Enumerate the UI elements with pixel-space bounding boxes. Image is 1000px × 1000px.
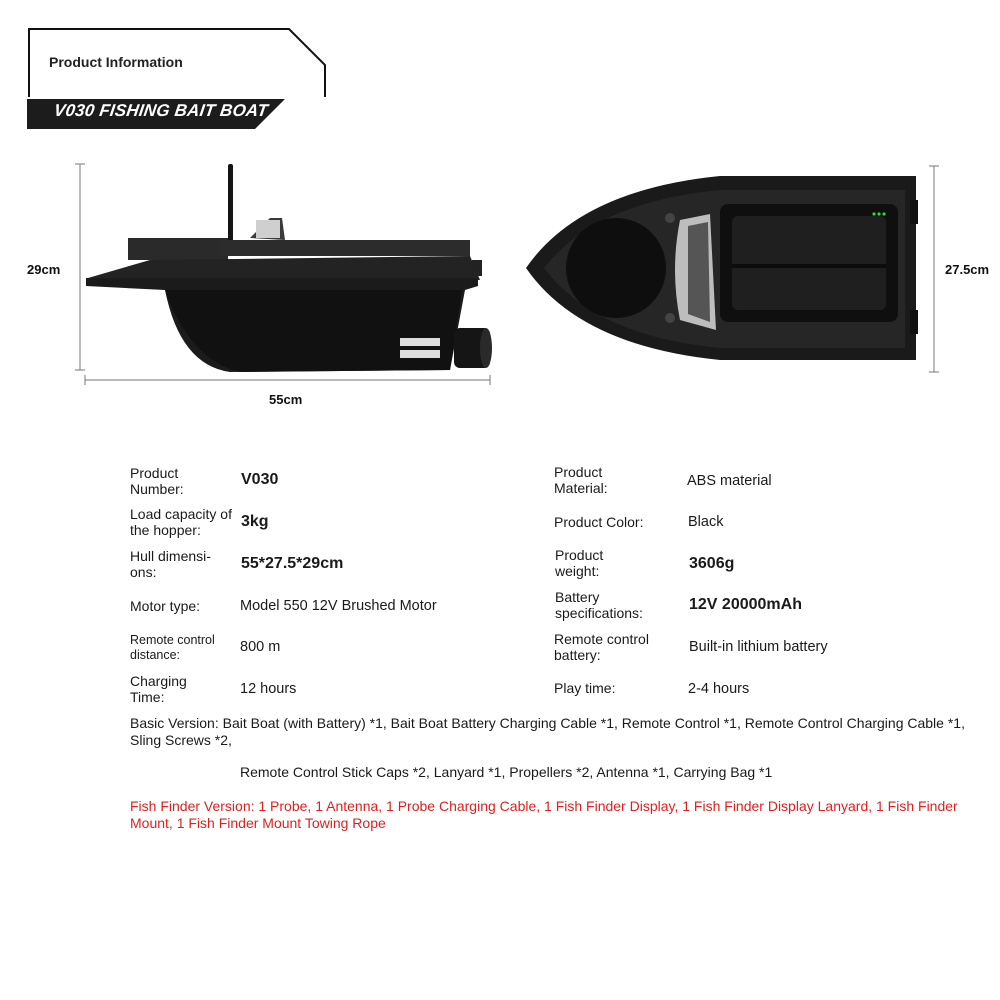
spec-label-charging-time: Charging Time: (130, 673, 187, 705)
basic-version-text-continued: Remote Control Stick Caps *2, Lanyard *1, Propellers *2, Antenna *1, Carrying Bag *1 (240, 764, 773, 780)
boat-side-view-image (70, 160, 500, 400)
side-height-label: 29cm (27, 262, 61, 277)
boat-top-view-image (520, 160, 950, 380)
spec-value-load-capacity: 3kg (241, 513, 269, 530)
side-length-label: 55cm (269, 392, 303, 407)
spec-value-remote-battery: Built-in lithium battery (689, 639, 828, 655)
spec-value-product-number: V030 (241, 471, 279, 488)
spec-value-charging-time: 12 hours (240, 681, 297, 697)
spec-label-battery: Battery specifications: (555, 589, 643, 621)
spec-label-remote-distance: Remote control distance: (130, 633, 215, 662)
spec-label-motor-type: Motor type: (130, 598, 201, 614)
basic-version-text: Basic Version: Bait Boat (with Battery) *1, Bait Boat Battery Charging Cable *1, Remote Control *1, Remote Control Charging Cable *1, Sling Screws *2, (130, 715, 965, 748)
spec-value-color: Black (688, 514, 724, 530)
spec-value-weight: 3606g (689, 555, 735, 572)
spec-label-color: Product Color: (554, 514, 644, 530)
spec-label-play-time: Play time: (554, 680, 616, 696)
spec-value-play-time: 2-4 hours (688, 681, 750, 697)
top-width-label: 27.5cm (945, 262, 990, 277)
fish-finder-version-text: Fish Finder Version: 1 Probe, 1 Antenna, 1 Probe Charging Cable, 1 Fish Finder Display, 1 Fish Finder Display Lanyard, 1 Fish Finder Mount, 1 Fish Finder Mount Towing Rope (130, 798, 958, 831)
spec-label-product-number: Product Number: (130, 465, 184, 497)
spec-value-motor-type: Model 550 12V Brushed Motor (240, 598, 437, 614)
spec-value-material: ABS material (687, 473, 772, 489)
spec-value-remote-distance: 800 m (240, 639, 281, 655)
spec-label-material: Product Material: (554, 464, 608, 496)
spec-label-weight: Product weight: (555, 547, 604, 579)
banner-title: V030 FISHING BAIT BOAT (52, 101, 270, 120)
spec-value-battery: 12V 20000mAh (689, 596, 802, 613)
section-title: Product Information (49, 54, 183, 70)
spec-label-load-capacity: Load capacity of the hopper: (130, 506, 232, 538)
spec-label-hull-dimensions: Hull dimensi-ons: (130, 548, 211, 580)
spec-label-remote-battery: Remote control battery: (554, 631, 649, 663)
spec-value-hull-dimensions: 55*27.5*29cm (241, 555, 344, 572)
